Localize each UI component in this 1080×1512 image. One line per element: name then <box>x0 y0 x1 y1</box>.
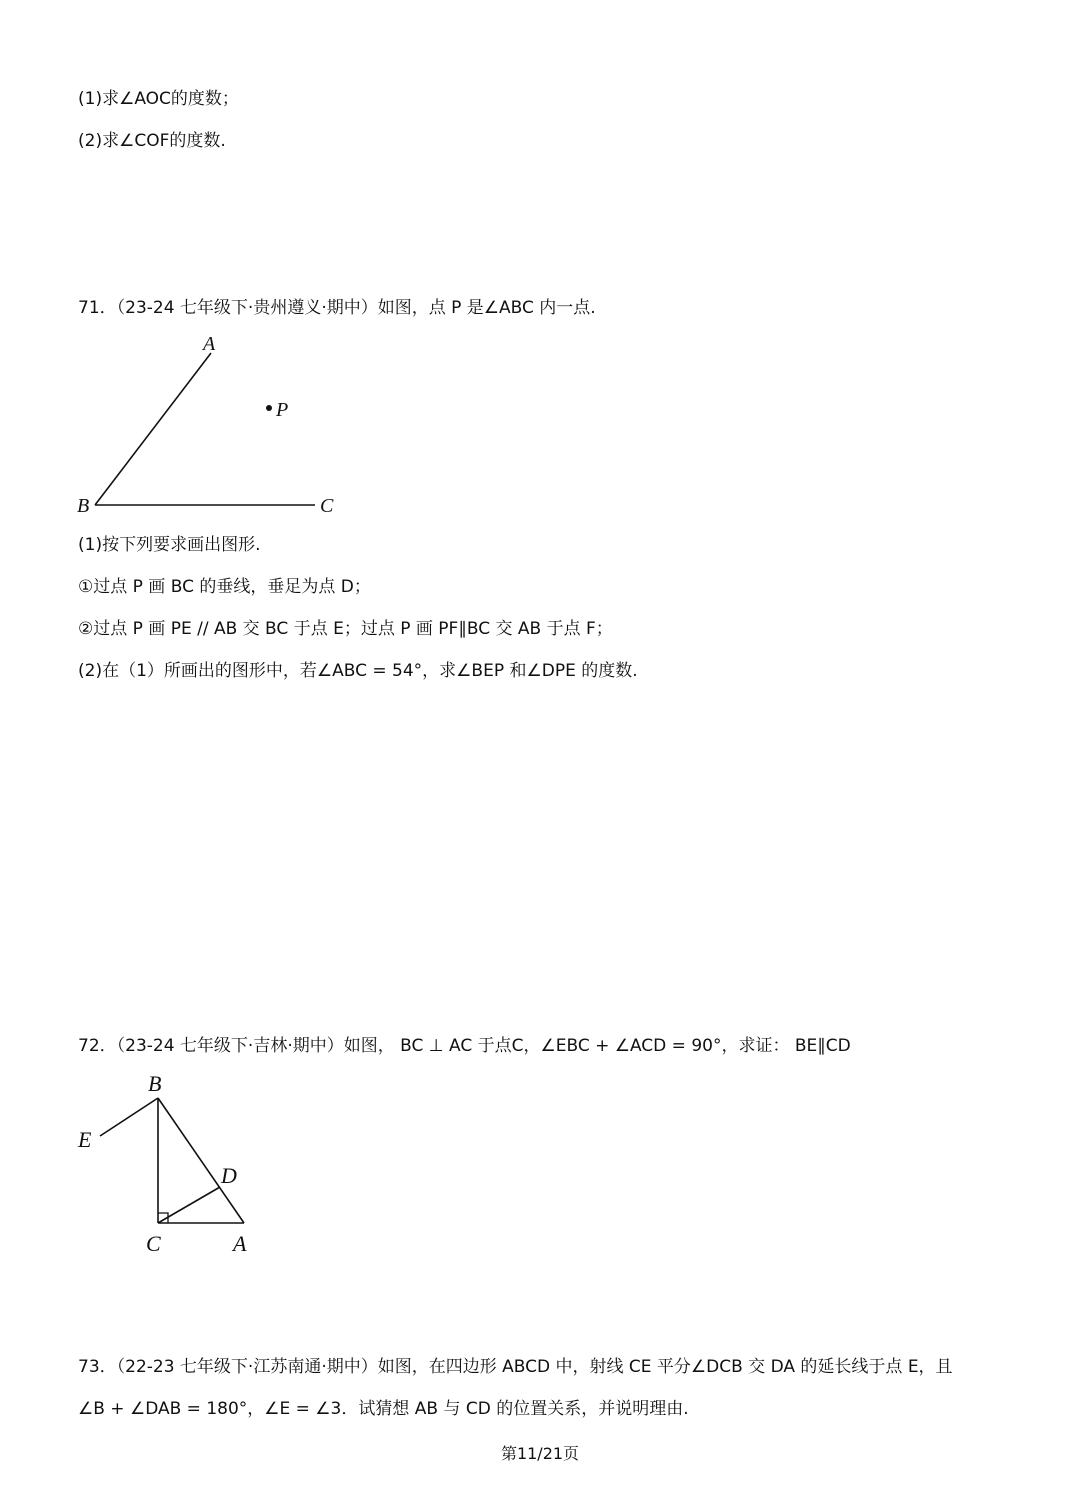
label-p: P <box>276 399 289 421</box>
segment-be <box>100 1098 158 1136</box>
label-b: B <box>77 495 90 517</box>
q71-item2: ②过点 P 画 PE // AB 交 BC 于点 E；过点 P 画 PF∥BC 交 AB 于点 F； <box>78 619 613 639</box>
label-c: C <box>146 1231 161 1256</box>
point-p <box>266 405 272 411</box>
page-number: 第11/21页 <box>500 1444 580 1463</box>
q71-part2: (2)在（1）所画出的图形中，若∠ABC = 54°，求∠BEP 和∠DPE 的度数. <box>78 661 638 681</box>
q71-angle-figure <box>70 328 370 523</box>
label-a: A <box>233 1231 247 1256</box>
q70-part2: (2)求∠COF的度数. <box>78 131 226 151</box>
q71-part1: (1)按下列要求画出图形. <box>78 535 261 555</box>
q70-part1: (1)求∠AOC的度数； <box>78 89 239 109</box>
segment-ba <box>158 1098 244 1223</box>
q72-triangle-figure <box>70 1068 270 1263</box>
label-d: D <box>221 1163 237 1188</box>
segment-cd <box>158 1187 220 1223</box>
q73-line1: 73．（22-23 七年级下·江苏南通·期中）如图，在四边形 ABCD 中，射线 CE 平分∠DCB 交 DA 的延长线于点 E，且 <box>78 1357 953 1377</box>
ray-ba <box>95 353 211 505</box>
q71-item1: ①过点 P 画 BC 的垂线，垂足为点 D； <box>78 577 371 597</box>
q71-stem: 71．（23-24 七年级下·贵州遵义·期中）如图，点 P 是∠ABC 内一点. <box>78 298 596 318</box>
label-a: A <box>203 333 216 355</box>
label-b: B <box>148 1071 162 1096</box>
label-c: C <box>320 495 334 517</box>
q73-line2: ∠B + ∠DAB = 180°，∠E = ∠3．试猜想 AB 与 CD 的位置关系，并说明理由. <box>78 1399 689 1419</box>
label-e: E <box>78 1127 92 1152</box>
q72-stem: 72．（23-24 七年级下·吉林·期中）如图， BC ⊥ AC 于点C，∠EBC + ∠ACD = 90°，求证： BE∥CD <box>78 1036 851 1056</box>
